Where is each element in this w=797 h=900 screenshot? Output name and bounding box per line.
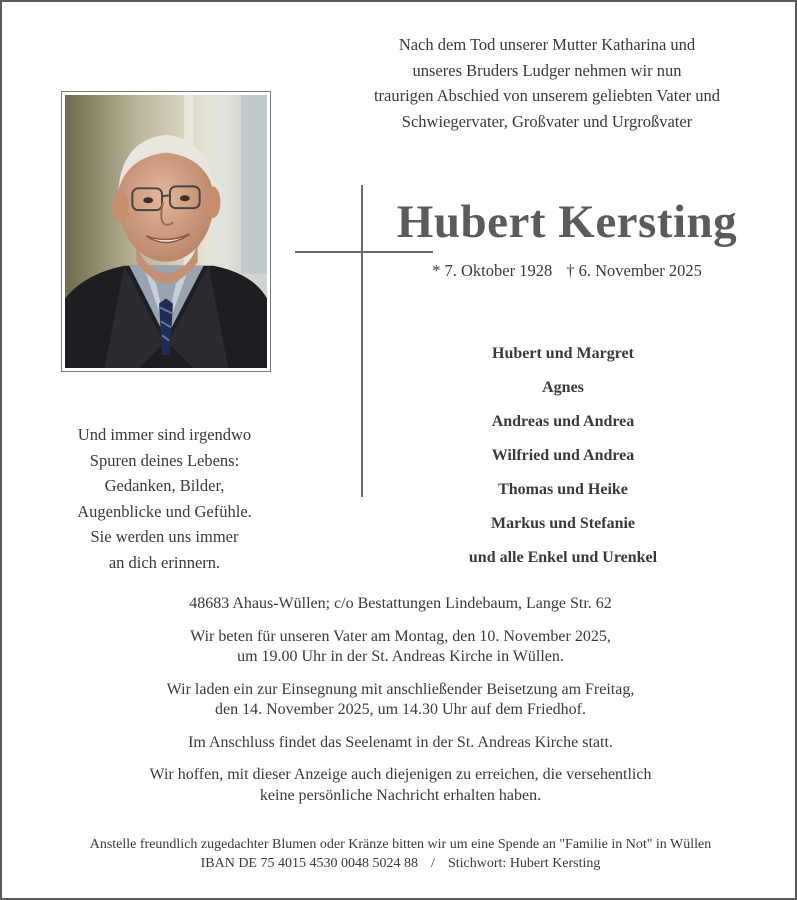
poem-line: Sie werden uns immer: [90, 527, 239, 546]
mass-block: [22, 733, 779, 754]
intro-line: traurigen Abschied von unserem geliebten Vater und: [373, 86, 721, 105]
family-member: Andreas und Andrea: [491, 413, 635, 430]
cross-horizontal-beam: [295, 251, 433, 253]
poem-line: Augenblicke und Gefühle.: [77, 501, 252, 521]
notice-line: Wir hoffen, mit dieser Anzeige auch diejenigen zu erreichen, die versehentlich: [149, 766, 652, 783]
notice-line: keine persönliche Nachricht erhalten haben.: [259, 786, 542, 804]
prayer-block: [22, 627, 779, 668]
death-date: † 6. November 2025: [566, 261, 702, 280]
address-line: 48683 Ahaus-Wüllen; c/o Bestattungen Lindebaum, Lange Str. 62: [189, 595, 612, 612]
mass-line: Im Anschluss findet das Seelenamt in der St. Andreas Kirche statt.: [188, 733, 613, 751]
donation-keyword: Stichwort: Hubert Kersting: [447, 856, 601, 871]
burial-block: [22, 680, 779, 721]
burial-line: den 14. November 2025, um 14.30 Uhr auf dem Friedhof.: [214, 701, 587, 718]
family-member: Wilfried und Andrea: [491, 447, 635, 464]
family-member: Thomas und Heike: [498, 481, 628, 498]
donation-request: Anstelle freundlich zugedachter Blumen oder Kränze bitten wir um eine Spende an "Familie in Not" in Wüllen: [89, 837, 712, 852]
family-member: Hubert und Margret: [492, 345, 634, 362]
life-dates: [402, 261, 732, 281]
intro-line: unseres Bruders Ludger nehmen wir nun: [412, 60, 682, 80]
separator: /: [431, 856, 435, 871]
birth-date: * 7. Oktober 1928: [432, 261, 553, 280]
intro-line: Schwiegervater, Großvater und Urgroßvater: [401, 111, 693, 131]
poem-line: Spuren deines Lebens:: [89, 450, 240, 470]
family-member: Markus und Stefanie: [490, 515, 636, 532]
iban: IBAN DE 75 4015 4530 0048 5024 88: [200, 856, 418, 871]
portrait-image: [65, 95, 267, 368]
notice-block: [22, 765, 779, 806]
prayer-line: um 19.00 Uhr in der St. Andreas Kirche in Wüllen.: [237, 648, 564, 665]
address-block: [22, 594, 779, 615]
family-member: und alle Enkel und Urenkel: [468, 549, 658, 566]
intro-line: Nach dem Tod unserer Mutter Katharina und: [398, 35, 696, 54]
service-details: [22, 594, 779, 818]
donation-bank-line: [12, 854, 789, 873]
memorial-poem: [47, 422, 282, 575]
cross-vertical-beam: [361, 185, 363, 497]
poem-line: an dich erinnern.: [108, 552, 221, 572]
deceased-name: Hubert Kersting: [396, 196, 738, 248]
family-member: Agnes: [542, 379, 584, 396]
poem-line: Und immer sind irgendwo: [77, 425, 252, 444]
poem-line: Gedanken, Bilder,: [104, 476, 225, 495]
prayer-line: Wir beten für unseren Vater am Montag, den 10. November 2025,: [190, 627, 611, 645]
family-list: [432, 343, 694, 581]
burial-line: Wir laden ein zur Einsegnung mit anschließender Beisetzung am Freitag,: [166, 680, 635, 698]
donation-footer: [12, 835, 789, 873]
portrait-photo: [61, 91, 271, 372]
intro-text: [342, 32, 752, 134]
